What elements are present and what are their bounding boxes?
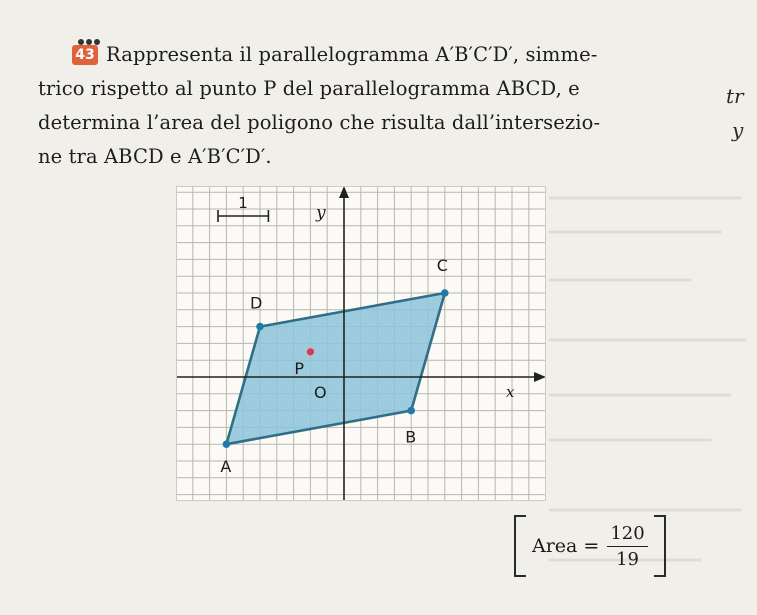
point-c	[441, 289, 449, 297]
origin-label: O	[314, 383, 327, 402]
exercise-line-4: ne tra ABCD e A′B′C′D′.	[38, 145, 272, 168]
exercise-line-3: determina l’area del poligono che risulta dall’intersezio-	[38, 111, 601, 134]
parallelogram-figure	[176, 186, 546, 501]
point-label-b: B	[405, 427, 417, 447]
answer-bracket-right	[654, 515, 666, 577]
exercise-number-badge: 43	[72, 45, 98, 65]
axis-x-label: x	[506, 383, 515, 401]
point-b	[407, 407, 415, 415]
point-p	[307, 348, 314, 355]
answer-prefix: Area =	[532, 535, 600, 557]
exercise-line-2: trico rispetto al punto P del parallelogramma ABCD, e	[38, 77, 580, 100]
point-d	[256, 323, 264, 331]
point-a	[223, 440, 231, 448]
exercise-line-1: Rappresenta il parallelogramma A′B′C′D′, simme-	[106, 43, 598, 66]
exercise-text	[38, 38, 698, 174]
scale-label: 1	[238, 194, 248, 212]
edge-fragment-1: tr	[726, 84, 744, 108]
point-label-d: D	[250, 293, 263, 313]
point-label-p: P	[294, 358, 305, 378]
answer-bracket-left	[514, 515, 526, 577]
answer-numerator: 120	[607, 523, 647, 547]
answer-fraction	[607, 523, 647, 570]
answer-denominator: 19	[616, 548, 639, 570]
point-label-c: C	[436, 256, 448, 275]
edge-fragment-2: y	[732, 118, 744, 142]
point-label-a: A	[220, 457, 232, 477]
answer-box	[514, 515, 666, 577]
axis-y-label: y	[316, 203, 326, 223]
